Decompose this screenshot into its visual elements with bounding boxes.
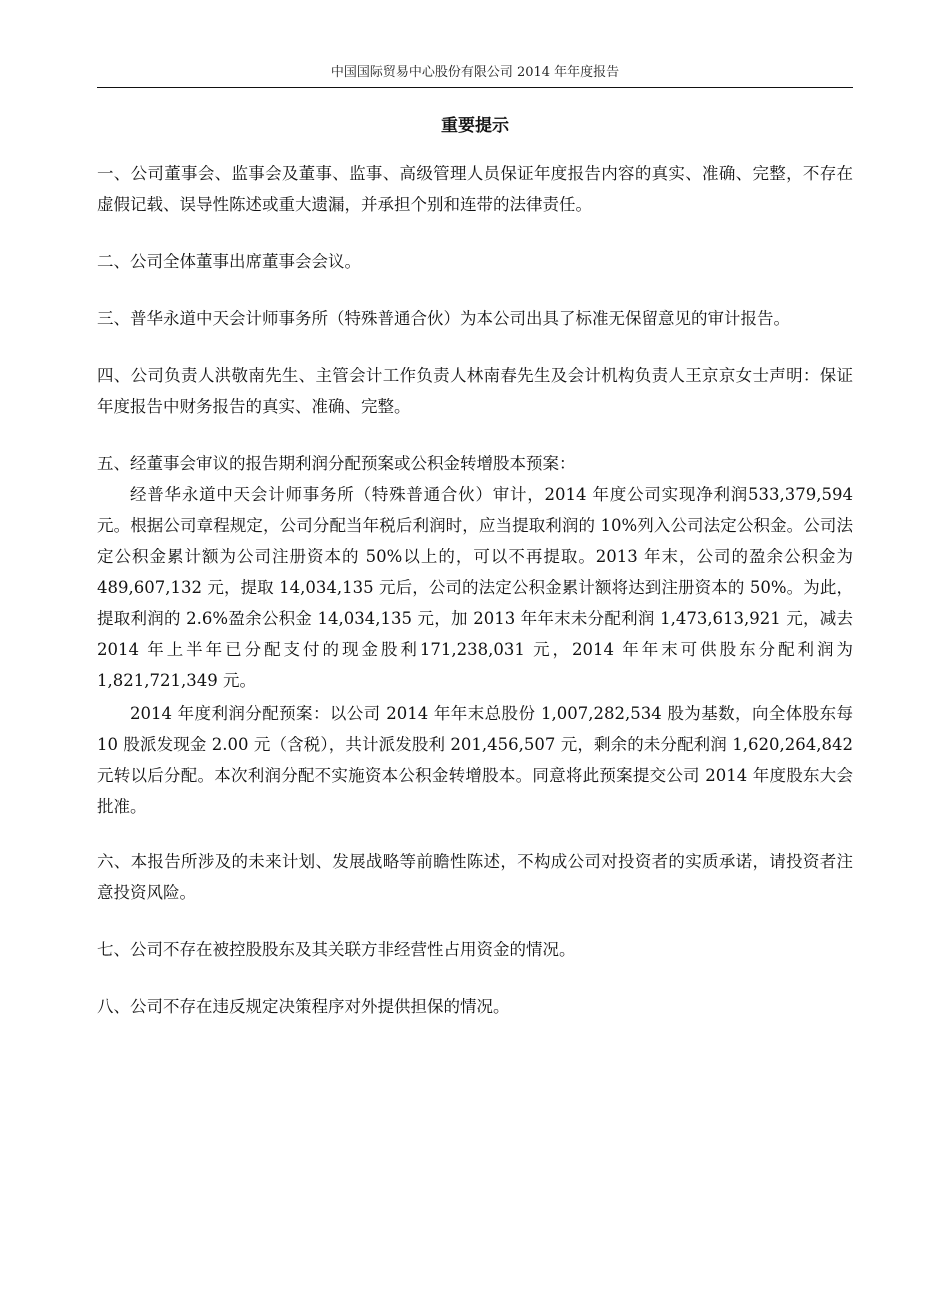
notice-item-7: 七、公司不存在被控股股东及其关联方非经营性占用资金的情况。 — [97, 940, 576, 959]
notice-item-6: 六、本报告所涉及的未来计划、发展战略等前瞻性陈述，不构成公司对投资者的实质承诺，请投资者注意投资风险。 — [97, 852, 853, 902]
document-body — [97, 158, 853, 1048]
notice-item-5 — [97, 448, 853, 822]
notice-item-1: 一、公司董事会、监事会及董事、监事、高级管理人员保证年度报告内容的真实、准确、完整，不存在虚假记载、误导性陈述或重大遗漏，并承担个别和连带的法律责任。 — [97, 164, 853, 214]
notice-item-4: 四、公司负责人洪敬南先生、主管会计工作负责人林南春先生及会计机构负责人王京京女士声明：保证年度报告中财务报告的真实、准确、完整。 — [97, 366, 853, 416]
notice-item-3: 三、普华永道中天会计师事务所（特殊普通合伙）为本公司出具了标准无保留意见的审计报告。 — [97, 309, 790, 328]
notice-item-5-heading: 五、经董事会审议的报告期利润分配预案或公积金转增股本预案： — [97, 454, 576, 473]
profit-distribution-paragraph: 2014 年度利润分配预案：以公司 2014 年年末总股份 1,007,282,534 股为基数，向全体股东每 10 股派发现金 2.00 元（含税），共计派发股利 201,456,507 元，剩余的未分配利润 1,620,264,842 元转以后分配。本次利润分配不实施资本公积金转增股本。同意将此预案提交公司 2014 年度股东大会批准。 — [97, 704, 853, 816]
page-header: 中国国际贸易中心股份有限公司 2014 年年度报告 — [330, 65, 620, 80]
profit-audit-paragraph: 经普华永道中天会计师事务所（特殊普通合伙）审计，2014 年度公司实现净利润533,379,594 元。根据公司章程规定，公司分配当年税后利润时，应当提取利润的 10%列入公司法定公积金。公司法定公积金累计额为公司注册资本的 50%以上的，可以不再提取。2013 年末，公司的盈余公积金为 489,607,132 元，提取 14,034,135 元后，公司的法定公积金累计额将达到注册资本的 50%。为此，提取利润的 2.6%盈余公积金 14,034,135 元，加 2013 年年末未分配利润 1,473,613,921 元，减去 2014 年上半年已分配支付的现金股利171,238,031 元，2014 年年末可供股东分配利润为 1,821,721,349 元。 — [97, 485, 853, 690]
notice-item-8: 八、公司不存在违反规定决策程序对外提供担保的情况。 — [97, 997, 510, 1016]
notice-item-2: 二、公司全体董事出席董事会会议。 — [97, 252, 361, 271]
page-title: 重要提示 — [441, 116, 509, 136]
header-divider — [97, 87, 853, 88]
